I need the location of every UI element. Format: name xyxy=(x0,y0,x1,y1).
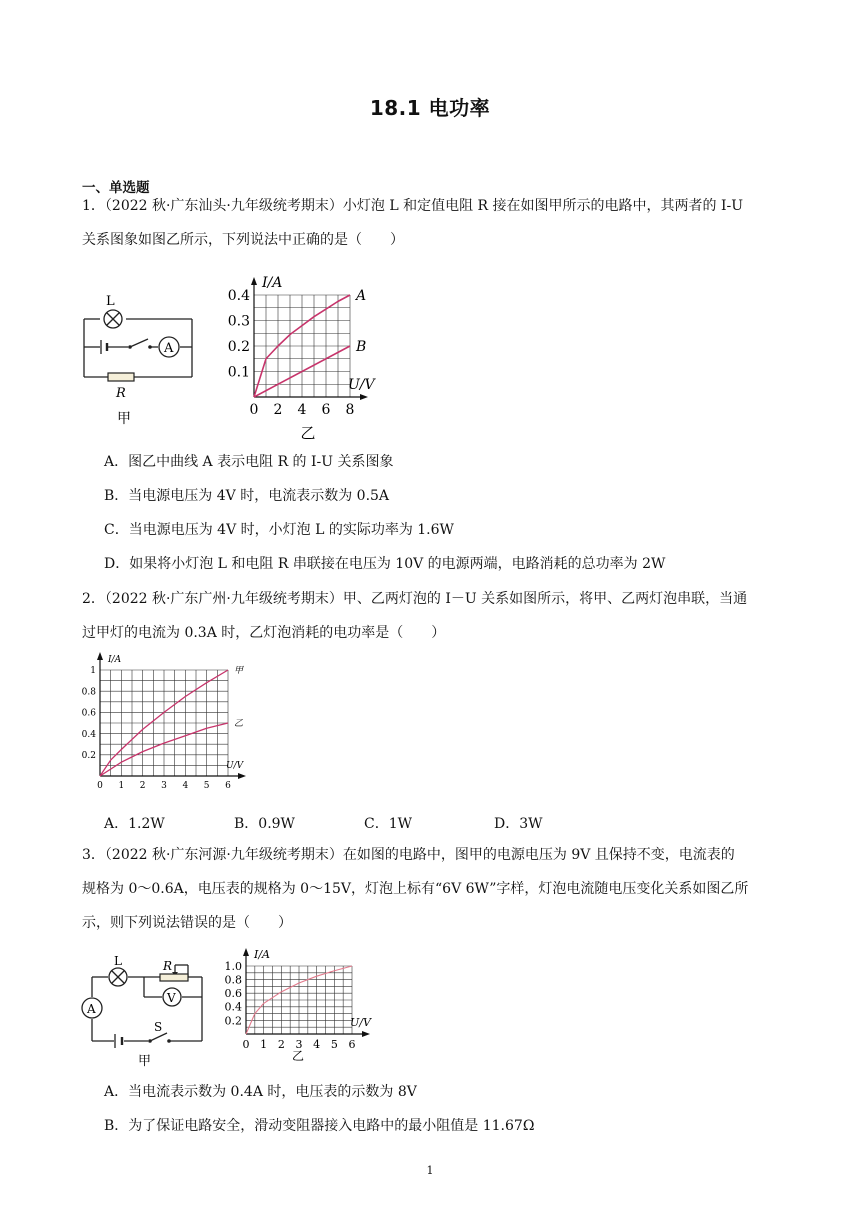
q1-option-a[interactable]: A．图乙中曲线 A 表示电阻 R 的 I-U 关系图象 xyxy=(104,454,394,470)
question-3-line2: 规格为 0～0.6A，电压表的规格为 0～15V，灯泡上标有“6V 6W”字样，灯泡电流随电压变化关系如图乙所 xyxy=(82,881,749,897)
voltmeter-symbol xyxy=(163,988,181,1006)
y-tick-label: 0.4 xyxy=(227,287,250,304)
x-tick-label: 4 xyxy=(297,402,307,418)
x-tick-label: 3 xyxy=(295,1038,303,1051)
q2-iu-chart xyxy=(78,650,258,800)
q1-iu-chart xyxy=(222,262,392,448)
y-tick-label: 0.8 xyxy=(224,973,242,987)
q1-option-d[interactable]: D．如果将小灯泡 L 和电阻 R 串联接在电压为 10V 的电源两端，电路消耗的总功率为 2W xyxy=(104,556,666,572)
chart-caption: 乙 xyxy=(300,424,316,442)
y-axis-arrow xyxy=(97,652,103,660)
x-tick-label: 6 xyxy=(348,1038,356,1051)
ammeter-symbol xyxy=(82,998,102,1018)
y-axis-label: I/A xyxy=(254,948,270,961)
y-tick-label: 0.2 xyxy=(81,750,96,761)
q1-option-b[interactable]: B．当电源电压为 4V 时，电流表示数为 0.5A xyxy=(104,488,390,504)
question-3-line3: 示，则下列说法错误的是（ ） xyxy=(82,915,292,931)
resistor-label: R xyxy=(116,386,126,401)
question-1-line1: 1．（2022 秋·广东汕头·九年级统考期末）小灯泡 L 和定值电阻 R 接在如图甲所示的电路中，其两者的 I-U xyxy=(82,198,744,214)
x-tick-label: 2 xyxy=(139,781,146,791)
q2-option-d[interactable]: D．3W xyxy=(494,816,543,832)
chart-caption: 乙 xyxy=(291,1049,305,1063)
x-tick-label: 2 xyxy=(273,402,283,418)
switch-symbol xyxy=(128,339,152,349)
x-tick-label: 1 xyxy=(118,781,125,791)
series-label: 乙 xyxy=(234,719,244,730)
x-tick-label: 3 xyxy=(161,781,167,791)
x-tick-label: 6 xyxy=(225,781,231,791)
x-tick-label: 1 xyxy=(260,1038,268,1051)
y-tick-label: 1.0 xyxy=(224,959,242,973)
x-tick-label: 8 xyxy=(345,402,355,418)
y-tick-label: 0.2 xyxy=(227,338,250,355)
page-number: 1 xyxy=(426,1164,434,1177)
series-label: B xyxy=(356,338,367,355)
switch-symbol xyxy=(148,1033,171,1043)
q3-option-b[interactable]: B．为了保证电路安全，滑动变阻器接入电路中的最小阻值是 11.67Ω xyxy=(104,1118,535,1134)
y-tick-label: 0.3 xyxy=(227,313,250,330)
y-tick-label: 0.4 xyxy=(81,729,96,740)
battery-symbol xyxy=(115,1034,122,1048)
series-label: 甲 xyxy=(234,666,244,677)
q2-options xyxy=(104,813,744,833)
battery-symbol xyxy=(101,340,107,354)
question-1-line2: 关系图象如图乙所示，下列说法中正确的是（ ） xyxy=(82,232,404,248)
ammeter-symbol xyxy=(159,337,179,357)
svg-text:A: A xyxy=(164,341,174,356)
x-tick-label: 5 xyxy=(203,781,210,791)
x-tick-label: 5 xyxy=(330,1038,338,1051)
series-label: A xyxy=(356,287,367,304)
page-title: 18.1 电功率 xyxy=(369,96,491,120)
y-axis-arrow xyxy=(243,948,249,956)
x-tick-label: 0 xyxy=(249,402,259,418)
x-axis-arrow xyxy=(362,1031,370,1037)
x-axis-label: U/V xyxy=(350,1016,371,1029)
x-tick-label: 6 xyxy=(321,402,331,418)
lamp-symbol xyxy=(104,310,122,328)
q1-circuit-diagram xyxy=(78,285,203,430)
lamp-label: L xyxy=(114,955,122,968)
switch-label: S xyxy=(154,1020,163,1034)
q3-circuit-diagram xyxy=(78,955,213,1070)
question-2-line2: 过甲灯的电流为 0.3A 时，乙灯泡消耗的电功率是（ ） xyxy=(82,625,446,641)
x-tick-label: 0 xyxy=(242,1038,250,1051)
x-axis-arrow xyxy=(238,773,246,779)
q1-option-c[interactable]: C．当电源电压为 4V 时，小灯泡 L 的实际功率为 1.6W xyxy=(104,522,454,538)
x-tick-label: 4 xyxy=(182,781,189,791)
x-axis-label: U/V xyxy=(226,761,244,771)
section-heading: 一、单选题 xyxy=(82,180,150,196)
question-2-line1: 2．（2022 秋·广东广州·九年级统考期末）甲、乙两灯泡的 I－U 关系如图所示，将甲、乙两灯泡串联，当通 xyxy=(82,591,748,607)
x-tick-label: 4 xyxy=(313,1038,321,1051)
rheostat-symbol xyxy=(160,974,188,981)
y-tick-label: 1 xyxy=(90,666,96,677)
y-tick-label: 0.6 xyxy=(81,708,96,719)
x-tick-label: 2 xyxy=(277,1038,285,1051)
rheostat-label: R xyxy=(163,959,173,973)
lamp-symbol xyxy=(109,968,127,986)
circuit-caption: 甲 xyxy=(117,411,131,427)
q2-option-b[interactable]: B．0.9W xyxy=(234,816,295,832)
q2-option-a[interactable]: A．1.2W xyxy=(104,816,165,832)
y-tick-label: 0.1 xyxy=(227,364,250,381)
q3-iu-chart xyxy=(222,940,392,1065)
lamp-label: L xyxy=(106,294,115,309)
question-3-line1: 3．（2022 秋·广东河源·九年级统考期末）在如图的电路中，图甲的电源电压为 9V 且保持不变，电流表的 xyxy=(82,847,735,863)
y-axis-label: I/A xyxy=(108,655,122,665)
resistor-symbol xyxy=(108,373,134,381)
circuit-caption: 甲 xyxy=(138,1054,152,1069)
y-tick-label: 0.8 xyxy=(81,687,96,698)
x-axis-arrow xyxy=(360,394,368,400)
y-axis-arrow xyxy=(251,277,257,285)
svg-text:A: A xyxy=(87,1002,96,1016)
x-tick-label: 0 xyxy=(97,781,103,791)
y-tick-label: 0.2 xyxy=(224,1014,242,1028)
y-tick-label: 0.4 xyxy=(224,1000,242,1014)
q2-option-c[interactable]: C．1W xyxy=(364,816,413,832)
y-tick-label: 0.6 xyxy=(224,987,242,1001)
y-axis-label: I/A xyxy=(262,275,283,291)
q3-option-a[interactable]: A．当电流表示数为 0.4A 时，电压表的示数为 8V xyxy=(104,1084,417,1100)
svg-text:V: V xyxy=(167,991,176,1005)
x-axis-label: U/V xyxy=(348,377,375,393)
